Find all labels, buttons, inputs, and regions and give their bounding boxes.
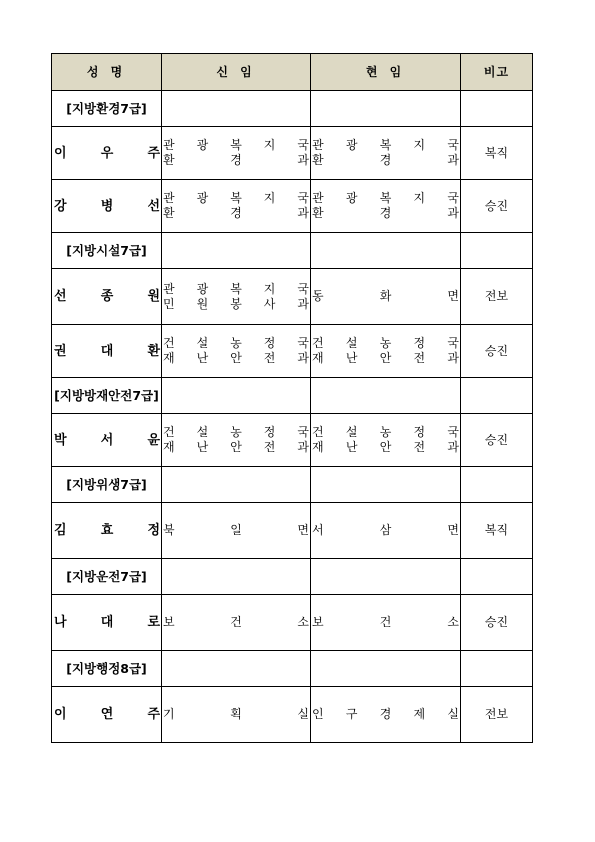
- post-line: 관 광 복 지 국: [312, 138, 459, 152]
- new-post-cell: [162, 595, 311, 651]
- empty-cell: [461, 559, 533, 595]
- person-name: 강 병 선: [54, 198, 160, 214]
- empty-cell: [461, 233, 533, 269]
- post-line: 재 난 안 전 과: [312, 440, 459, 454]
- empty-cell: [461, 378, 533, 414]
- person-name-cell: [52, 503, 162, 559]
- group-label: [지방행정8급]: [52, 651, 162, 687]
- group-row: [52, 91, 533, 127]
- person-name-cell: [52, 127, 162, 180]
- new-post-cell: [162, 325, 311, 378]
- new-post-cell: [162, 687, 311, 743]
- person-name-cell: [52, 325, 162, 378]
- current-post-cell: [311, 687, 461, 743]
- group-row: [52, 651, 533, 687]
- post-line: 재 난 안 전 과: [163, 351, 309, 365]
- person-name-cell: [52, 414, 162, 467]
- post-line: 건 설 농 정 국: [163, 425, 309, 439]
- empty-cell: [311, 467, 461, 503]
- empty-cell: [311, 378, 461, 414]
- note-cell: 승진: [461, 414, 533, 467]
- person-name-cell: [52, 687, 162, 743]
- post-line: 기 획 실: [163, 707, 309, 721]
- post-line: 건 설 농 정 국: [312, 425, 459, 439]
- person-name: 이 우 주: [54, 145, 160, 161]
- note-cell: 복직: [461, 127, 533, 180]
- person-name: 김 효 정: [54, 523, 160, 538]
- post-line: 관 광 복 지 국: [312, 191, 459, 205]
- post-line: 민 원 봉 사 과: [163, 296, 309, 311]
- current-post-cell: [311, 503, 461, 559]
- empty-cell: [162, 651, 311, 687]
- header-note: 비고: [461, 54, 533, 91]
- post-line: 환 경 과: [163, 206, 309, 220]
- person-name-cell: [52, 180, 162, 233]
- person-name: 이 연 주: [54, 707, 160, 722]
- header-row: [52, 54, 533, 91]
- group-row: [52, 559, 533, 595]
- post-line: 재 난 안 전 과: [163, 440, 309, 454]
- post-line: 관 광 복 지 국: [163, 138, 309, 152]
- post-line: 관 광 복 지 국: [163, 191, 309, 205]
- empty-cell: [461, 91, 533, 127]
- current-post-cell: [311, 269, 461, 325]
- table-row: [52, 269, 533, 325]
- empty-cell: [162, 378, 311, 414]
- new-post-cell: [162, 414, 311, 467]
- new-post-cell: [162, 127, 311, 180]
- table-row: [52, 687, 533, 743]
- post-line: 관 광 복 지 국: [163, 281, 309, 296]
- empty-cell: [311, 91, 461, 127]
- empty-cell: [311, 233, 461, 269]
- group-row: [52, 467, 533, 503]
- header-current-post: 현 임: [311, 54, 461, 91]
- note-cell: 전보: [461, 269, 533, 325]
- post-line: 보 건 소: [312, 615, 459, 629]
- new-post-cell: [162, 503, 311, 559]
- person-name: 나 대 로: [54, 615, 160, 630]
- post-line: 재 난 안 전 과: [312, 351, 459, 365]
- empty-cell: [162, 559, 311, 595]
- table-row: [52, 127, 533, 180]
- empty-cell: [461, 467, 533, 503]
- header-name: 성 명: [52, 54, 162, 91]
- new-post-cell: [162, 180, 311, 233]
- group-label: [지방시설7급]: [52, 233, 162, 269]
- post-line: 건 설 농 정 국: [163, 336, 309, 350]
- empty-cell: [162, 233, 311, 269]
- note-cell: 승진: [461, 180, 533, 233]
- note-cell: 복직: [461, 503, 533, 559]
- empty-cell: [461, 651, 533, 687]
- group-row: [52, 233, 533, 269]
- table-row: [52, 503, 533, 559]
- table-row: [52, 595, 533, 651]
- current-post-cell: [311, 325, 461, 378]
- person-name-cell: [52, 595, 162, 651]
- post-line: 인 구 경 제 실: [312, 707, 459, 721]
- group-label: [지방위생7급]: [52, 467, 162, 503]
- group-label: [지방방재안전7급]: [52, 378, 162, 414]
- post-line: 환 경 과: [312, 206, 459, 220]
- empty-cell: [162, 91, 311, 127]
- note-cell: 승진: [461, 595, 533, 651]
- group-label: [지방환경7급]: [52, 91, 162, 127]
- group-label: [지방운전7급]: [52, 559, 162, 595]
- current-post-cell: [311, 595, 461, 651]
- table-row: [52, 180, 533, 233]
- group-row: [52, 378, 533, 414]
- post-line: 보 건 소: [163, 615, 309, 629]
- current-post-cell: [311, 180, 461, 233]
- header-new-post: 신 임: [162, 54, 311, 91]
- post-line: 북 일 면: [163, 523, 309, 537]
- current-post-cell: [311, 414, 461, 467]
- person-name-cell: [52, 269, 162, 325]
- table-body: [52, 91, 533, 743]
- table-row: [52, 414, 533, 467]
- table-row: [52, 325, 533, 378]
- post-line: 동 화 면: [312, 289, 459, 303]
- personnel-table: [51, 53, 533, 743]
- empty-cell: [162, 467, 311, 503]
- empty-cell: [311, 559, 461, 595]
- post-line: 서 삼 면: [312, 523, 459, 537]
- person-name: 선 종 원: [54, 289, 160, 304]
- person-name: 권 대 환: [54, 343, 160, 359]
- post-line: 환 경 과: [312, 153, 459, 167]
- post-line: 건 설 농 정 국: [312, 336, 459, 350]
- current-post-cell: [311, 127, 461, 180]
- note-cell: 전보: [461, 687, 533, 743]
- note-cell: 승진: [461, 325, 533, 378]
- new-post-cell: [162, 269, 311, 325]
- person-name: 박 서 윤: [54, 432, 160, 448]
- post-line: 환 경 과: [163, 153, 309, 167]
- empty-cell: [311, 651, 461, 687]
